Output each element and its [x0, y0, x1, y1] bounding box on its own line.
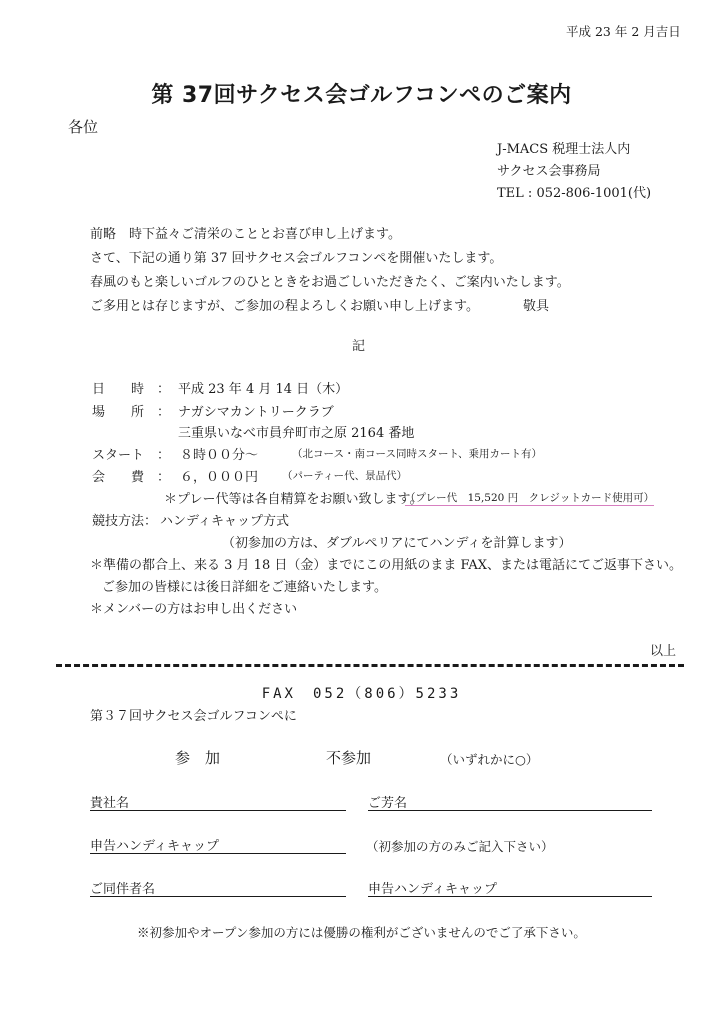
play-note: ＊プレー代等は各自精算をお願い致します。	[164, 492, 423, 507]
fee-value: ６，０００円	[180, 470, 259, 485]
name-label: ご芳名	[368, 796, 408, 811]
play-fee: （プレー代 15,520 円 クレジットカード使用可）	[405, 492, 655, 504]
page-title: 第 37回サクセス会ゴルフコンペのご案内	[151, 83, 572, 108]
companion-handicap-label: 申告ハンディキャップ	[368, 882, 497, 897]
compete-note: （初参加の方は、ダブルペリアにてハンディを計算します）	[222, 536, 572, 551]
greeting-line-4: ご多用とは存じますが、ご参加の程よろしくお願い申し上げます。	[90, 299, 479, 314]
choose-note: （いずれかに○）	[440, 752, 539, 767]
sender-tel: TEL : 052-806-1001(代)	[497, 186, 652, 201]
place-address: 三重県いなべ市員弁町市之原 2164 番地	[178, 426, 415, 441]
place-name: ナガシマカントリークラブ	[178, 405, 334, 420]
issue-date: 平成 23 年 2 月吉日	[566, 24, 681, 39]
reply-event: 第３７回サクセス会ゴルフコンペに	[90, 709, 297, 724]
place-label: 場 所 ：	[92, 405, 171, 420]
addressee: 各位	[68, 118, 99, 136]
sender-office: サクセス会事務局	[497, 164, 601, 179]
compete-label: 競技方法：	[92, 514, 158, 529]
footer-note: ※初参加やオープン参加の方には優勝の権利がございませんのでご了承下さい。	[137, 925, 586, 940]
date-label: 日 時 ：	[92, 382, 171, 397]
start-note: （北コース・南コース同時スタート、乗用カート有）	[292, 448, 543, 460]
fee-note: （パーティー代、景品代）	[282, 470, 408, 482]
company-label: 貴社名	[90, 796, 130, 811]
start-value: ８時００分～	[180, 448, 259, 463]
greeting-line-1: 前略 時下益々ご清栄のこととお喜び申し上げます。	[90, 227, 401, 242]
date-value: 平成 23 年 4 月 14 日（木）	[178, 382, 349, 397]
greeting-line-3: 春風のもと楽しいゴルフのひとときをお過ごしいただきたく、ご案内いたします。	[90, 275, 570, 290]
sender-org: J-MACS 税理士法人内	[497, 142, 631, 157]
greeting-line-2: さて、下記の通り第 37 回サクセス会ゴルフコンペを開催いたします。	[90, 251, 503, 266]
handicap-label: 申告ハンディキャップ	[90, 839, 219, 854]
ki-marker: 記	[352, 339, 366, 354]
note-members: ＊メンバーの方はお申し出ください	[90, 602, 298, 617]
fax-number: FAX 052（806）5233	[261, 686, 462, 702]
ijo-marker: 以上	[650, 644, 677, 659]
cut-line	[56, 664, 684, 667]
absent-option[interactable]: 不参加	[326, 749, 372, 767]
note-details: ご参加の皆様には後日詳細をご連絡いたします。	[102, 580, 387, 595]
note-deadline: ＊準備の都合上、来る 3 月 18 日（金）までにこの用紙のまま FAX、または電話にてご返事下さい。	[90, 558, 683, 573]
compete-value: ハンディキャップ方式	[160, 514, 289, 529]
fee-label: 会 費 ：	[92, 470, 171, 485]
closing-keigu: 敬具	[523, 299, 550, 314]
attend-option[interactable]: 参 加	[175, 749, 221, 767]
companion-label: ご同伴者名	[90, 882, 156, 897]
name-field[interactable]	[368, 790, 652, 811]
start-label: スタート ：	[92, 448, 171, 463]
first-only-note: （初参加の方のみご記入下さい）	[366, 839, 554, 854]
